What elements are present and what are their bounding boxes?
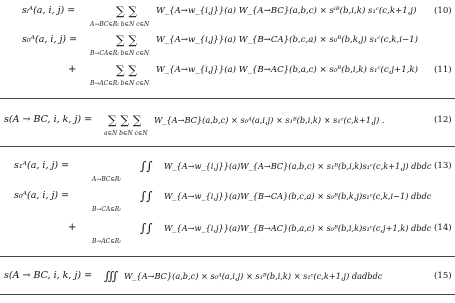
integral-symbols: ∭ [104,269,119,283]
integral-subscript: A→BC∈Rₗ [92,176,121,183]
divider [0,98,455,99]
summation-symbols: ∑ ∑ [116,33,137,47]
equation-rhs: W_{A→BC}(a,b,c) × s₀ᴬ(a,i,j) × s₁ᴮ(b,i,k) × s₁ᶜ(c,k+1,j) dadbdc [124,271,383,281]
summation-symbols: ∑ ∑ [116,63,137,77]
equation-15-row [0,268,455,284]
plus-operator: + [68,64,77,75]
integral-symbols: ∫∫ [140,189,153,203]
integral-symbols: ∫∫ [140,159,153,173]
equation-10-row [0,3,455,19]
summation-symbols: ∑ ∑ ∑ [108,113,142,127]
summation-subscripts: B→CA∈Rₗ b∈N c∈N [90,50,150,57]
equation-rhs: W_{A→BC}(a,b,c) × s₀ᴬ(a,i,j) × s₁ᴮ(b,i,k) × s₁ᶜ(c,k+1,j) . [154,115,385,125]
integral-subscript: B→AC∈Rₗ [92,238,121,245]
plus-operator: + [68,222,77,233]
divider [0,256,455,257]
equation-rhs: W_{A→w_{i,j}}(a) W_{A→BC}(a,b,c) × sⁱᴮ(b,i,k) s₁ᶜ(c,k+1,j) [156,6,417,16]
summation-subscripts: a∈N b∈N c∈N [104,130,148,137]
summation-symbols: ∑ ∑ [116,4,137,18]
integral-symbols: ∫∫ [140,221,153,235]
equation-lhs: s₀ᴬ(a, i, j) = [14,190,70,201]
equation-14-row [0,220,455,236]
equation-number: (13) [434,161,452,171]
equation-number: (10) [434,6,452,16]
summation-subscripts: A→BC∈Rₗ b∈N c∈N [90,21,150,28]
divider [0,146,455,147]
equation-rhs: W_{A→w_{i,j}}(a)W_{B→CA}(b,c,a) × s₀ᴮ(b,k,j)s₁ᶜ(c,k,i−1) dbdc [164,191,432,201]
equation-lhs: s₀ᴬ(a, i, j) = [22,34,78,45]
equation-lhs: s₁ᴬ(a, i, j) = [14,160,70,171]
equation-rhs: W_{A→w_{i,j}}(a) W_{B→AC}(b,a,c) × s₀ᴮ(b,i,k) s₁ᶜ(c,j+1,k) [156,65,418,75]
equation-lhs: sᵢᴬ(a, i, j) = [22,5,76,16]
equation-number: (14) [434,223,452,233]
integral-subscript: B→CA∈Rₗ [92,206,121,213]
equation-12-row [0,112,455,128]
equation-row [0,32,455,48]
equation-lhs: s(A → BC, i, k, j) = [4,114,93,125]
equation-rhs: W_{A→w_{i,j}}(a)W_{B→AC}(b,a,c) × s₀ᴮ(b,i,k)s₁ᶜ(c,j+1,k) dbdc [164,223,432,233]
equation-11-row [0,62,455,78]
equation-rhs: W_{A→w_{i,j}}(a) W_{B→CA}(b,c,a) × s₀ᴮ(b,k,j) s₁ᶜ(c,k,i−1) [156,35,418,45]
equation-number: (11) [434,65,452,75]
equation-rhs: W_{A→w_{i,j}}(a)W_{A→BC}(a,b,c) × s₁ᴮ(b,i,k)s₁ᶜ(c,k+1,j) dbdc [164,161,432,171]
divider [0,294,455,295]
equation-number: (15) [434,271,452,281]
equation-row [0,188,455,204]
equation-number: (12) [434,115,452,125]
summation-subscripts: B→AC∈Rₗ b∈N c∈N [90,80,150,87]
equation-lhs: s(A → BC, i, k, j) = [4,270,93,281]
equation-13-row [0,158,455,174]
